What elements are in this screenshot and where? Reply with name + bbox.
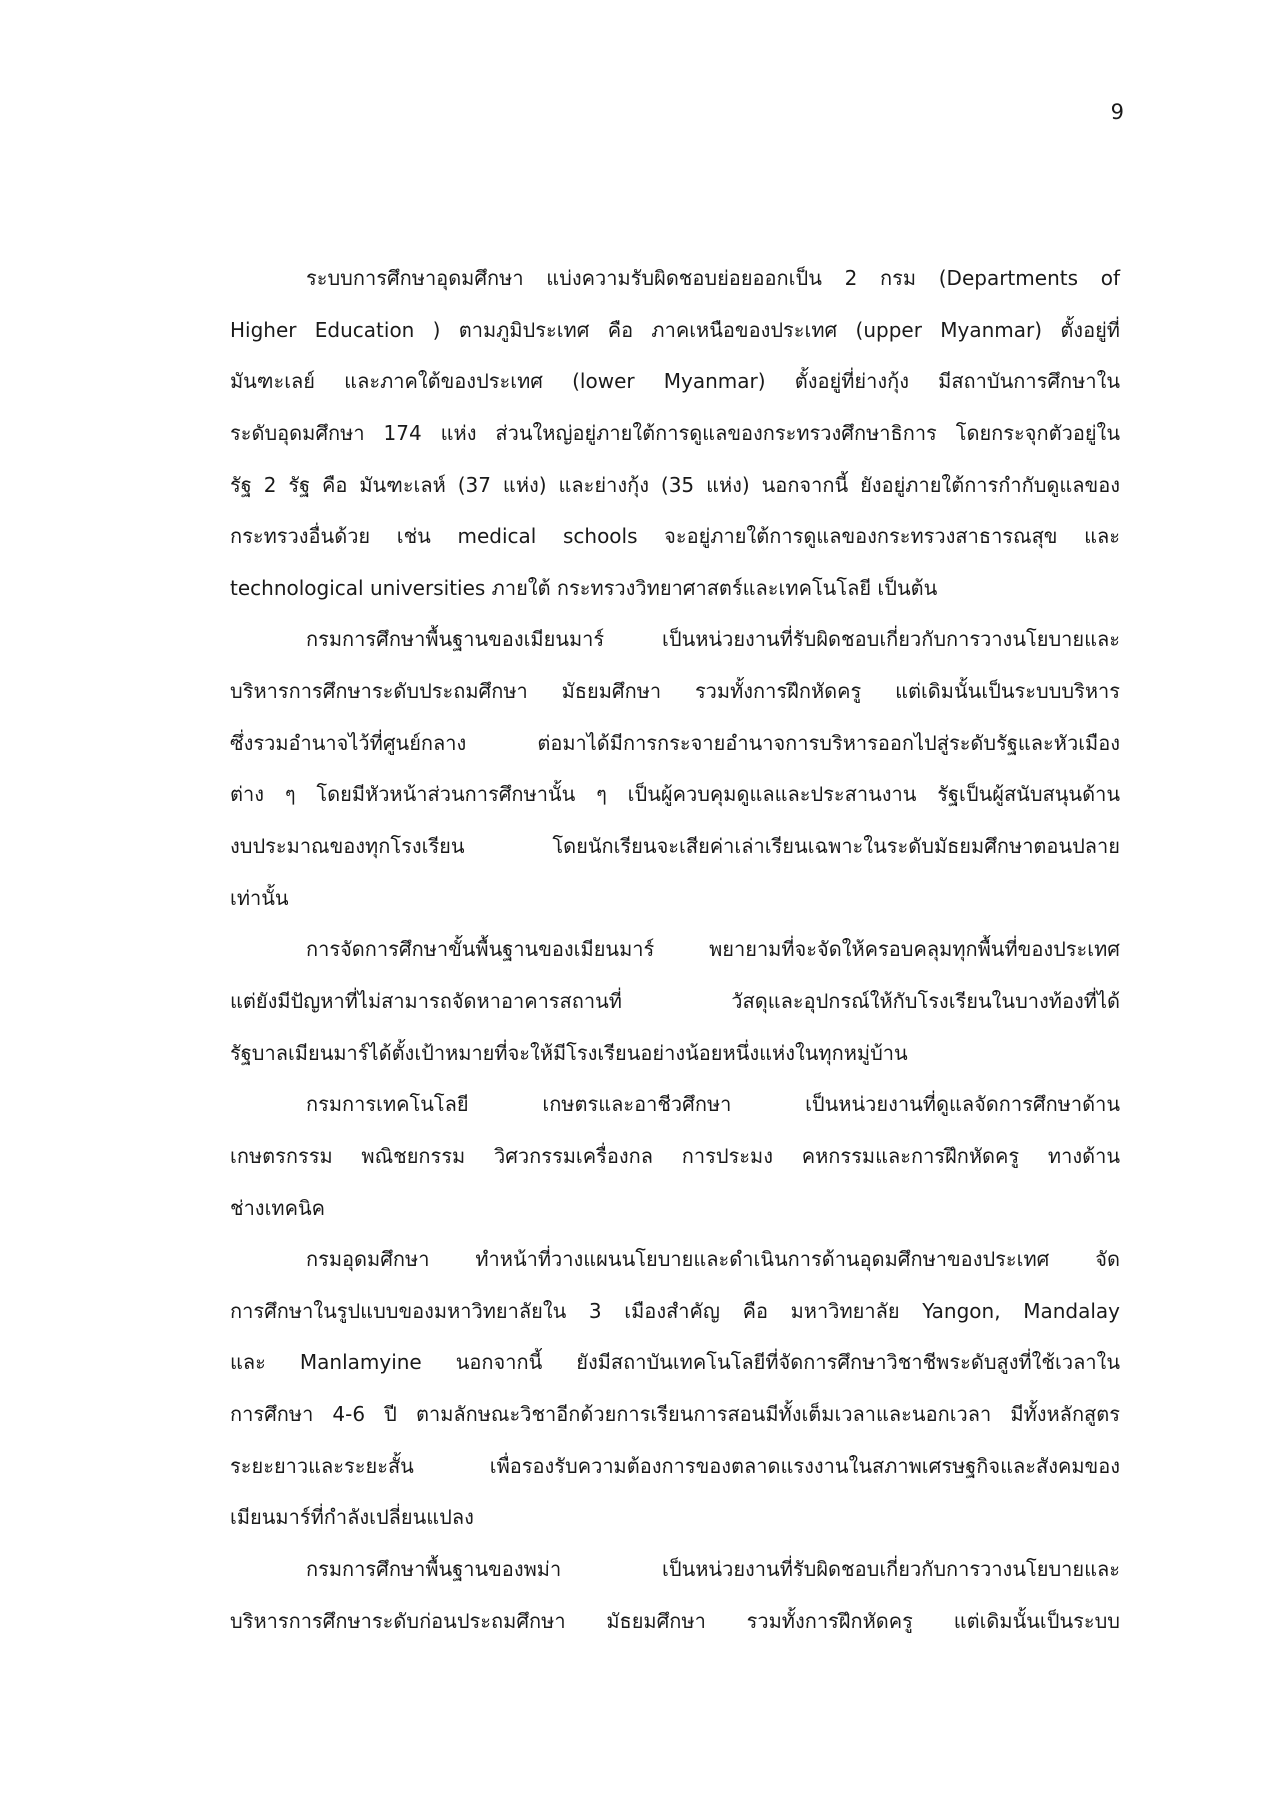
text-line: กระทรวงอื่นด้วย เช่น medical schools จะอยู่ภายใต้การดูแลของกระทรวงสาธารณสุข และ	[230, 524, 1120, 549]
text-line: รัฐบาลเมียนมาร์ได้ตั้งเป้าหมายที่จะให้มีโรงเรียนอย่างน้อยหนึ่งแห่งในทุกหมู่บ้าน	[230, 1040, 908, 1065]
text-line: ช่างเทคนิค	[230, 1195, 326, 1220]
paragraph	[230, 258, 1120, 619]
text-line: Higher Education ) ตามภูมิประเทศ คือ ภาคเหนือของประเทศ (upper Myanmar) ตั้งอยู่ที่	[230, 317, 1120, 342]
text-line: ระบบการศึกษาอุดมศึกษา แบ่งความรับผิดชอบย่อยออกเป็น 2 กรม (Departments of	[306, 266, 1120, 290]
text-line: เกษตรกรรม พณิชยกรรม วิศวกรรมเครื่องกล การประมง คหกรรมและการฝึกหัดครู ทางด้าน	[230, 1143, 1120, 1168]
page-number: 9	[1110, 100, 1124, 124]
text-line: กรมการเทคโนโลยี เกษตรและอาชีวศึกษา เป็นหน่วยงานที่ดูแลจัดการศึกษาด้าน	[306, 1092, 1120, 1117]
text-line: งบประมาณของทุกโรงเรียน โดยนักเรียนจะเสียค่าเล่าเรียนเฉพาะในระดับมัธยมศึกษาตอนปลาย	[230, 834, 1120, 859]
text-line: บริหารการศึกษาระดับประถมศึกษา มัธยมศึกษา รวมทั้งการฝึกหัดครู แต่เดิมนั้นเป็นระบบบริหาร	[230, 679, 1120, 704]
paragraph	[230, 929, 1120, 1084]
paragraph	[230, 1084, 1120, 1239]
text-line: กรมการศึกษาพื้นฐานของพม่า เป็นหน่วยงานที่รับผิดชอบเกี่ยวกับการวางนโยบายและ	[306, 1557, 1120, 1582]
text-line: ระยะยาวและระยะสั้น เพื่อรองรับความต้องการของตลาดแรงงานในสภาพเศรษฐกิจและสังคมของ	[230, 1453, 1120, 1478]
text-line: การศึกษา 4-6 ปี ตามลักษณะวิชาอีกด้วยการเรียนการสอนมีทั้งเต็มเวลาและนอกเวลา มีทั้งหลักสูตร	[230, 1402, 1120, 1427]
text-line: กรมการศึกษาพื้นฐานของเมียนมาร์ เป็นหน่วยงานที่รับผิดชอบเกี่ยวกับการวางนโยบายและ	[306, 627, 1120, 652]
text-line: กรมอุดมศึกษา ทำหน้าที่วางแผนนโยบายและดำเนินการด้านอุดมศึกษาของประเทศ จัด	[306, 1247, 1120, 1272]
text-line: เท่านั้น	[230, 885, 289, 910]
paragraph	[230, 1549, 1120, 1652]
paragraph	[230, 1239, 1120, 1549]
text-line: ซึ่งรวมอำนาจไว้ที่ศูนย์กลาง ต่อมาได้มีการกระจายอำนาจการบริหารออกไปสู่ระดับรัฐและหัวเมือง	[230, 730, 1120, 755]
text-line: ต่าง ๆ โดยมีหัวหน้าส่วนการศึกษานั้น ๆ เป็นผู้ควบคุมดูแลและประสานงาน รัฐเป็นผู้สนับสนุนด้าน	[230, 782, 1120, 807]
text-line: มันฑะเลย์ และภาคใต้ของประเทศ (lower Myanmar) ตั้งอยู่ที่ย่างกุ้ง มีสถาบันการศึกษาใน	[230, 369, 1120, 394]
text-line: ระดับอุดมศึกษา 174 แห่ง ส่วนใหญ่อยู่ภายใต้การดูแลของกระทรวงศึกษาธิการ โดยกระจุกตัวอยู่ใน	[230, 420, 1120, 445]
text-line: การศึกษาในรูปแบบของมหาวิทยาลัยใน 3 เมืองสำคัญ คือ มหาวิทยาลัย Yangon, Mandalay	[230, 1298, 1120, 1323]
text-line: เมียนมาร์ที่กำลังเปลี่ยนแปลง	[230, 1505, 474, 1530]
text-line: รัฐ 2 รัฐ คือ มันฑะเลห์ (37 แห่ง) และย่างกุ้ง (35 แห่ง) นอกจากนี้ ยังอยู่ภายใต้การกำกับดูแลของ	[230, 472, 1120, 497]
text-line: บริหารการศึกษาระดับก่อนประถมศึกษา มัธยมศึกษา รวมทั้งการฝึกหัดครู แต่เดิมนั้นเป็นระบบ	[230, 1608, 1120, 1633]
body-text	[230, 258, 1120, 1652]
text-line: และ Manlamyine นอกจากนี้ ยังมีสถาบันเทคโนโลยีที่จัดการศึกษาวิชาชีพระดับสูงที่ใช้เวลาใน	[230, 1350, 1120, 1375]
paragraph	[230, 619, 1120, 929]
text-line: แต่ยังมีปัญหาที่ไม่สามารถจัดหาอาคารสถานที่ วัสดุและอุปกรณ์ให้กับโรงเรียนในบางท้องที่ได้	[230, 988, 1120, 1013]
text-line: การจัดการศึกษาขั้นพื้นฐานของเมียนมาร์ พยายามที่จะจัดให้ครอบคลุมทุกพื้นที่ของประเทศ	[306, 937, 1120, 962]
text-line: technological universities ภายใต้ กระทรวงวิทยาศาสตร์และเทคโนโลยี เป็นต้น	[230, 575, 938, 600]
